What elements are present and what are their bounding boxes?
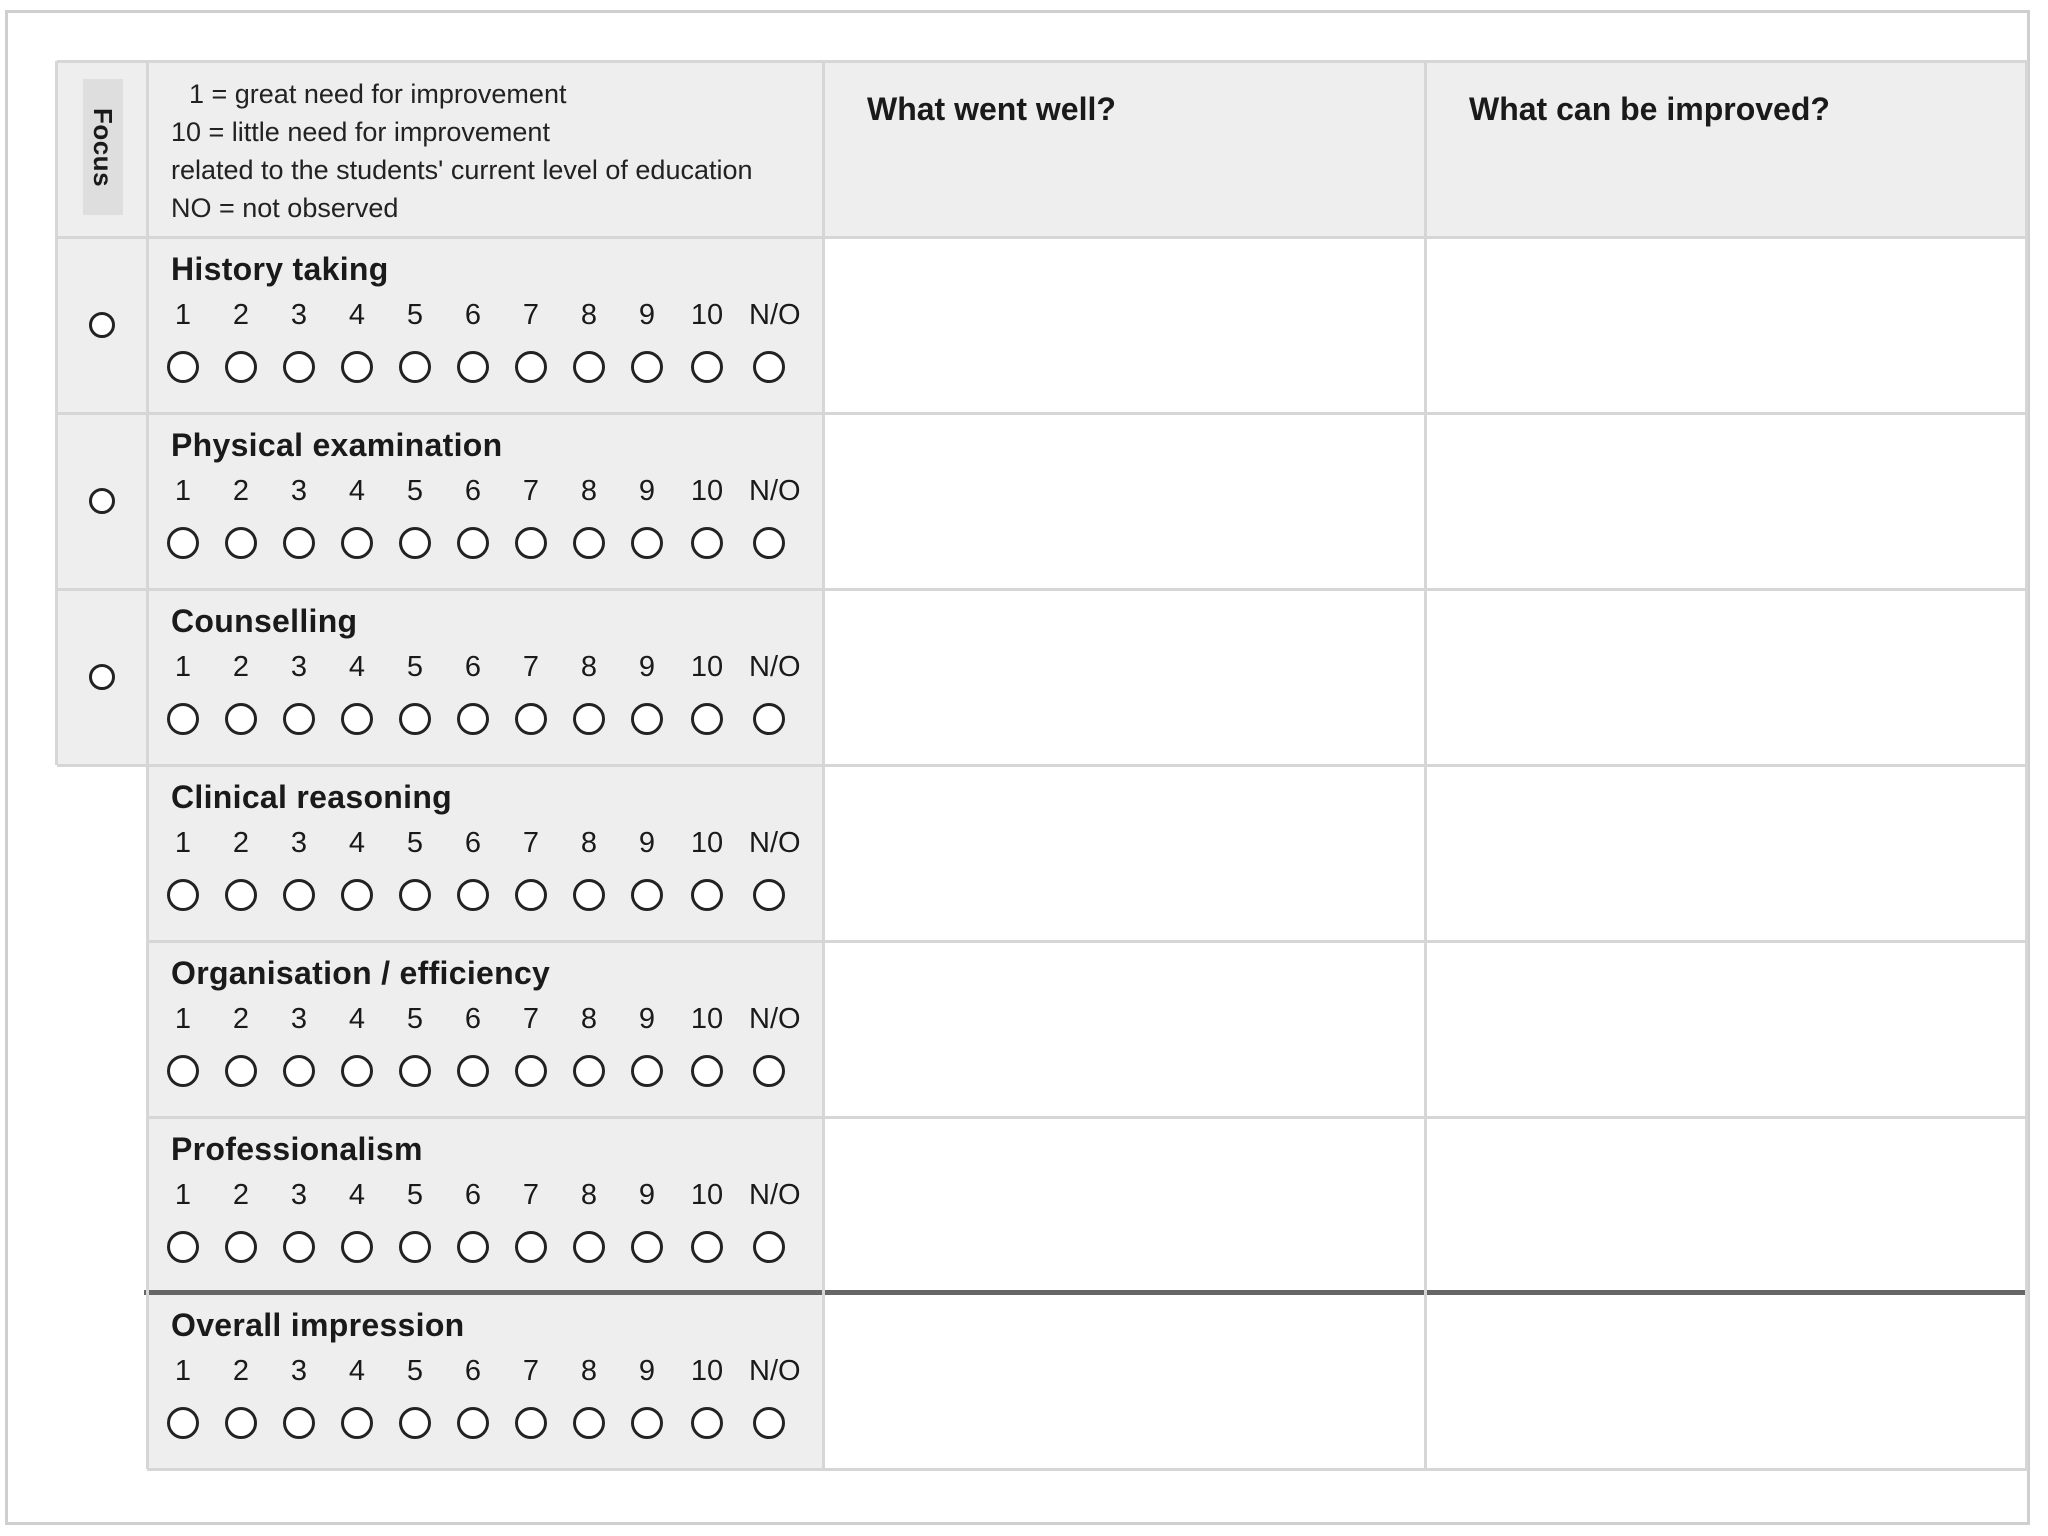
scale-number: 3 bbox=[290, 1355, 308, 1387]
rating-radio[interactable] bbox=[753, 1055, 785, 1087]
rating-row bbox=[147, 237, 823, 413]
scale-number: 4 bbox=[348, 1179, 366, 1211]
scale-number: 3 bbox=[290, 1003, 308, 1035]
focus-radio[interactable] bbox=[89, 664, 115, 690]
scale-number: 8 bbox=[580, 1355, 598, 1387]
rating-radio[interactable] bbox=[753, 703, 785, 735]
scale-number: 9 bbox=[638, 1179, 656, 1211]
scale-number: 8 bbox=[580, 827, 598, 859]
rating-radio[interactable] bbox=[167, 351, 199, 383]
rating-radio[interactable] bbox=[457, 1055, 489, 1087]
scale-number: 7 bbox=[522, 651, 540, 683]
rating-radio[interactable] bbox=[691, 1407, 723, 1439]
what-can-be-improved-cell[interactable] bbox=[1425, 1293, 2028, 1469]
what-can-be-improved-cell[interactable] bbox=[1425, 941, 2028, 1117]
scale-number: 10 bbox=[690, 1179, 724, 1211]
rating-radio[interactable] bbox=[457, 527, 489, 559]
focus-radio[interactable] bbox=[89, 488, 115, 514]
column-divider bbox=[55, 61, 58, 765]
rating-radio[interactable] bbox=[167, 1055, 199, 1087]
overall-divider bbox=[144, 1290, 2028, 1295]
rating-radio[interactable] bbox=[515, 351, 547, 383]
scale-number: N/O bbox=[749, 1003, 801, 1035]
scale-number: 7 bbox=[522, 827, 540, 859]
column-divider bbox=[1424, 61, 1427, 1469]
column-divider bbox=[146, 61, 149, 1469]
rating-radio[interactable] bbox=[573, 1055, 605, 1087]
scale-number: 9 bbox=[638, 475, 656, 507]
rating-radio[interactable] bbox=[283, 879, 315, 911]
scale-number: 2 bbox=[232, 475, 250, 507]
rating-radio[interactable] bbox=[399, 351, 431, 383]
rating-row bbox=[147, 1293, 823, 1469]
category-title: Professionalism bbox=[171, 1131, 423, 1167]
legend-line: 10 = little need for improvement bbox=[171, 117, 550, 147]
rating-row bbox=[147, 413, 823, 589]
rating-radio[interactable] bbox=[631, 527, 663, 559]
rating-radio[interactable] bbox=[399, 1407, 431, 1439]
scale-number: 5 bbox=[406, 299, 424, 331]
rating-row bbox=[147, 941, 823, 1117]
category-title: Clinical reasoning bbox=[171, 779, 453, 815]
scale-number: 8 bbox=[580, 475, 598, 507]
legend-line: related to the students' current level of education bbox=[171, 155, 753, 185]
row-divider bbox=[147, 940, 2028, 943]
scale-number: 1 bbox=[174, 475, 192, 507]
scale-number: 9 bbox=[638, 1003, 656, 1035]
rating-radio[interactable] bbox=[515, 1055, 547, 1087]
rating-radio[interactable] bbox=[573, 1231, 605, 1263]
scale-number: N/O bbox=[749, 1355, 801, 1387]
rating-radio[interactable] bbox=[753, 1407, 785, 1439]
what-went-well-cell[interactable] bbox=[823, 1117, 1425, 1293]
scale-number: 9 bbox=[638, 827, 656, 859]
row-divider bbox=[57, 60, 2028, 63]
rating-radio[interactable] bbox=[283, 1231, 315, 1263]
rating-radio[interactable] bbox=[167, 527, 199, 559]
scale-number: 6 bbox=[464, 827, 482, 859]
rating-radio[interactable] bbox=[631, 1231, 663, 1263]
what-went-well-cell[interactable] bbox=[823, 1293, 1425, 1469]
focus-column-header bbox=[57, 61, 147, 237]
focus-cell bbox=[57, 413, 147, 589]
scale-number: 3 bbox=[290, 299, 308, 331]
scale-number: 10 bbox=[690, 475, 724, 507]
rating-radio[interactable] bbox=[573, 527, 605, 559]
rating-radio[interactable] bbox=[631, 1055, 663, 1087]
scale-number: 1 bbox=[174, 1003, 192, 1035]
scale-number: N/O bbox=[749, 827, 801, 859]
rating-radio[interactable] bbox=[225, 879, 257, 911]
scale-number: 6 bbox=[464, 1179, 482, 1211]
rating-legend bbox=[147, 61, 823, 237]
what-went-well-header: What went well? bbox=[823, 61, 1425, 237]
rating-radio[interactable] bbox=[573, 351, 605, 383]
column-divider bbox=[822, 61, 825, 1469]
scale-number: 7 bbox=[522, 1179, 540, 1211]
scale-number: 3 bbox=[290, 651, 308, 683]
scale-number: 10 bbox=[690, 299, 724, 331]
rating-radio[interactable] bbox=[167, 879, 199, 911]
rating-radio[interactable] bbox=[457, 351, 489, 383]
rating-radio[interactable] bbox=[399, 1055, 431, 1087]
rating-radio[interactable] bbox=[457, 703, 489, 735]
what-went-well-cell[interactable] bbox=[823, 413, 1425, 589]
scale-number: N/O bbox=[749, 1179, 801, 1211]
rating-radio[interactable] bbox=[167, 1231, 199, 1263]
rating-radio[interactable] bbox=[631, 1407, 663, 1439]
rating-radio[interactable] bbox=[283, 351, 315, 383]
rating-radio[interactable] bbox=[631, 879, 663, 911]
scale-number: 4 bbox=[348, 1003, 366, 1035]
what-can-be-improved-cell[interactable] bbox=[1425, 589, 2028, 765]
scale-number: 8 bbox=[580, 1003, 598, 1035]
scale-number: 4 bbox=[348, 299, 366, 331]
rating-radio[interactable] bbox=[515, 879, 547, 911]
focus-tab bbox=[83, 79, 123, 215]
rating-radio[interactable] bbox=[225, 1055, 257, 1087]
rating-radio[interactable] bbox=[341, 351, 373, 383]
rating-radio[interactable] bbox=[753, 879, 785, 911]
scale-number: 8 bbox=[580, 299, 598, 331]
rating-radio[interactable] bbox=[399, 527, 431, 559]
scale-number: N/O bbox=[749, 651, 801, 683]
category-title: Organisation / efficiency bbox=[171, 955, 551, 991]
scale-number: 3 bbox=[290, 1179, 308, 1211]
scale-number: 2 bbox=[232, 651, 250, 683]
rating-radio[interactable] bbox=[573, 879, 605, 911]
scale-number: 8 bbox=[580, 651, 598, 683]
scale-number: 1 bbox=[174, 651, 192, 683]
scale-number: 5 bbox=[406, 1003, 424, 1035]
what-can-be-improved-header: What can be improved? bbox=[1425, 61, 2028, 237]
rating-radio[interactable] bbox=[753, 1231, 785, 1263]
scale-number: 6 bbox=[464, 651, 482, 683]
what-went-well-cell[interactable] bbox=[823, 237, 1425, 413]
what-can-be-improved-cell[interactable] bbox=[1425, 413, 2028, 589]
scale-number: 4 bbox=[348, 651, 366, 683]
category-title: Overall impression bbox=[171, 1307, 465, 1343]
rating-radio[interactable] bbox=[691, 1055, 723, 1087]
scale-number: 7 bbox=[522, 1355, 540, 1387]
scale-number: 9 bbox=[638, 1355, 656, 1387]
rating-radio[interactable] bbox=[691, 703, 723, 735]
scale-number: 6 bbox=[464, 1003, 482, 1035]
scale-number: 5 bbox=[406, 651, 424, 683]
rating-radio[interactable] bbox=[341, 879, 373, 911]
focus-cell bbox=[57, 589, 147, 765]
rating-radio[interactable] bbox=[341, 1055, 373, 1087]
rating-radio[interactable] bbox=[399, 879, 431, 911]
feedback-form bbox=[5, 10, 2030, 1525]
rating-radio[interactable] bbox=[167, 703, 199, 735]
scale-number: 2 bbox=[232, 299, 250, 331]
scale-number: 7 bbox=[522, 475, 540, 507]
row-divider bbox=[57, 764, 2028, 767]
rating-radio[interactable] bbox=[457, 1407, 489, 1439]
scale-number: 7 bbox=[522, 1003, 540, 1035]
row-divider bbox=[147, 1468, 2028, 1471]
rating-radio[interactable] bbox=[691, 527, 723, 559]
scale-number: 10 bbox=[690, 651, 724, 683]
row-divider bbox=[147, 1116, 2028, 1119]
rating-row bbox=[147, 589, 823, 765]
rating-row bbox=[147, 1117, 823, 1293]
rating-radio[interactable] bbox=[225, 351, 257, 383]
scale-number: N/O bbox=[749, 475, 801, 507]
rating-radio[interactable] bbox=[283, 527, 315, 559]
column-divider bbox=[2025, 61, 2028, 1469]
rating-radio[interactable] bbox=[457, 879, 489, 911]
rating-radio[interactable] bbox=[225, 1231, 257, 1263]
rating-radio[interactable] bbox=[225, 703, 257, 735]
scale-number: 7 bbox=[522, 299, 540, 331]
scale-number: 6 bbox=[464, 1355, 482, 1387]
rating-radio[interactable] bbox=[691, 351, 723, 383]
scale-number: 10 bbox=[690, 827, 724, 859]
category-title: Physical examination bbox=[171, 427, 503, 463]
what-went-well-cell[interactable] bbox=[823, 941, 1425, 1117]
rating-radio[interactable] bbox=[225, 527, 257, 559]
row-divider bbox=[57, 412, 2028, 415]
rating-radio[interactable] bbox=[515, 1231, 547, 1263]
rating-radio[interactable] bbox=[341, 703, 373, 735]
rating-radio[interactable] bbox=[515, 703, 547, 735]
what-can-be-improved-cell[interactable] bbox=[1425, 765, 2028, 941]
scale-number: 2 bbox=[232, 827, 250, 859]
scale-number: 3 bbox=[290, 475, 308, 507]
rating-radio[interactable] bbox=[631, 351, 663, 383]
rating-radio[interactable] bbox=[341, 527, 373, 559]
scale-number: 4 bbox=[348, 475, 366, 507]
scale-number: 3 bbox=[290, 827, 308, 859]
what-can-be-improved-cell[interactable] bbox=[1425, 1117, 2028, 1293]
scale-number: N/O bbox=[749, 299, 801, 331]
scale-number: 6 bbox=[464, 475, 482, 507]
rating-radio[interactable] bbox=[515, 1407, 547, 1439]
rating-radio[interactable] bbox=[691, 1231, 723, 1263]
scale-number: 10 bbox=[690, 1003, 724, 1035]
scale-number: 4 bbox=[348, 1355, 366, 1387]
scale-number: 2 bbox=[232, 1355, 250, 1387]
rating-radio[interactable] bbox=[753, 527, 785, 559]
legend-line: 1 = great need for improvement bbox=[189, 79, 567, 109]
scale-number: 5 bbox=[406, 827, 424, 859]
rating-radio[interactable] bbox=[225, 1407, 257, 1439]
scale-number: 4 bbox=[348, 827, 366, 859]
rating-radio[interactable] bbox=[399, 1231, 431, 1263]
rating-radio[interactable] bbox=[283, 703, 315, 735]
category-title: Counselling bbox=[171, 603, 358, 639]
scale-number: 9 bbox=[638, 299, 656, 331]
scale-number: 9 bbox=[638, 651, 656, 683]
rating-radio[interactable] bbox=[573, 1407, 605, 1439]
focus-label: Focus bbox=[88, 107, 119, 187]
rating-radio[interactable] bbox=[283, 1055, 315, 1087]
what-can-be-improved-cell[interactable] bbox=[1425, 237, 2028, 413]
scale-number: 8 bbox=[580, 1179, 598, 1211]
scale-number: 1 bbox=[174, 1179, 192, 1211]
rating-radio[interactable] bbox=[691, 879, 723, 911]
row-divider bbox=[57, 236, 2028, 239]
focus-radio[interactable] bbox=[89, 312, 115, 338]
focus-cell bbox=[57, 237, 147, 413]
rating-row bbox=[147, 765, 823, 941]
rating-radio[interactable] bbox=[399, 703, 431, 735]
scale-number: 10 bbox=[690, 1355, 724, 1387]
rating-radio[interactable] bbox=[457, 1231, 489, 1263]
scale-number: 6 bbox=[464, 299, 482, 331]
rating-radio[interactable] bbox=[167, 1407, 199, 1439]
scale-number: 1 bbox=[174, 1355, 192, 1387]
row-divider bbox=[57, 588, 2028, 591]
scale-number: 5 bbox=[406, 1179, 424, 1211]
category-title: History taking bbox=[171, 251, 389, 287]
scale-number: 5 bbox=[406, 475, 424, 507]
scale-number: 1 bbox=[174, 299, 192, 331]
scale-number: 2 bbox=[232, 1179, 250, 1211]
rating-radio[interactable] bbox=[341, 1407, 373, 1439]
scale-number: 1 bbox=[174, 827, 192, 859]
what-went-well-cell[interactable] bbox=[823, 589, 1425, 765]
rating-radio[interactable] bbox=[573, 703, 605, 735]
scale-number: 5 bbox=[406, 1355, 424, 1387]
legend-line: NO = not observed bbox=[171, 193, 399, 223]
rating-radio[interactable] bbox=[631, 703, 663, 735]
what-went-well-cell[interactable] bbox=[823, 765, 1425, 941]
rating-radio[interactable] bbox=[515, 527, 547, 559]
rating-radio[interactable] bbox=[341, 1231, 373, 1263]
rating-radio[interactable] bbox=[283, 1407, 315, 1439]
rating-radio[interactable] bbox=[753, 351, 785, 383]
scale-number: 2 bbox=[232, 1003, 250, 1035]
